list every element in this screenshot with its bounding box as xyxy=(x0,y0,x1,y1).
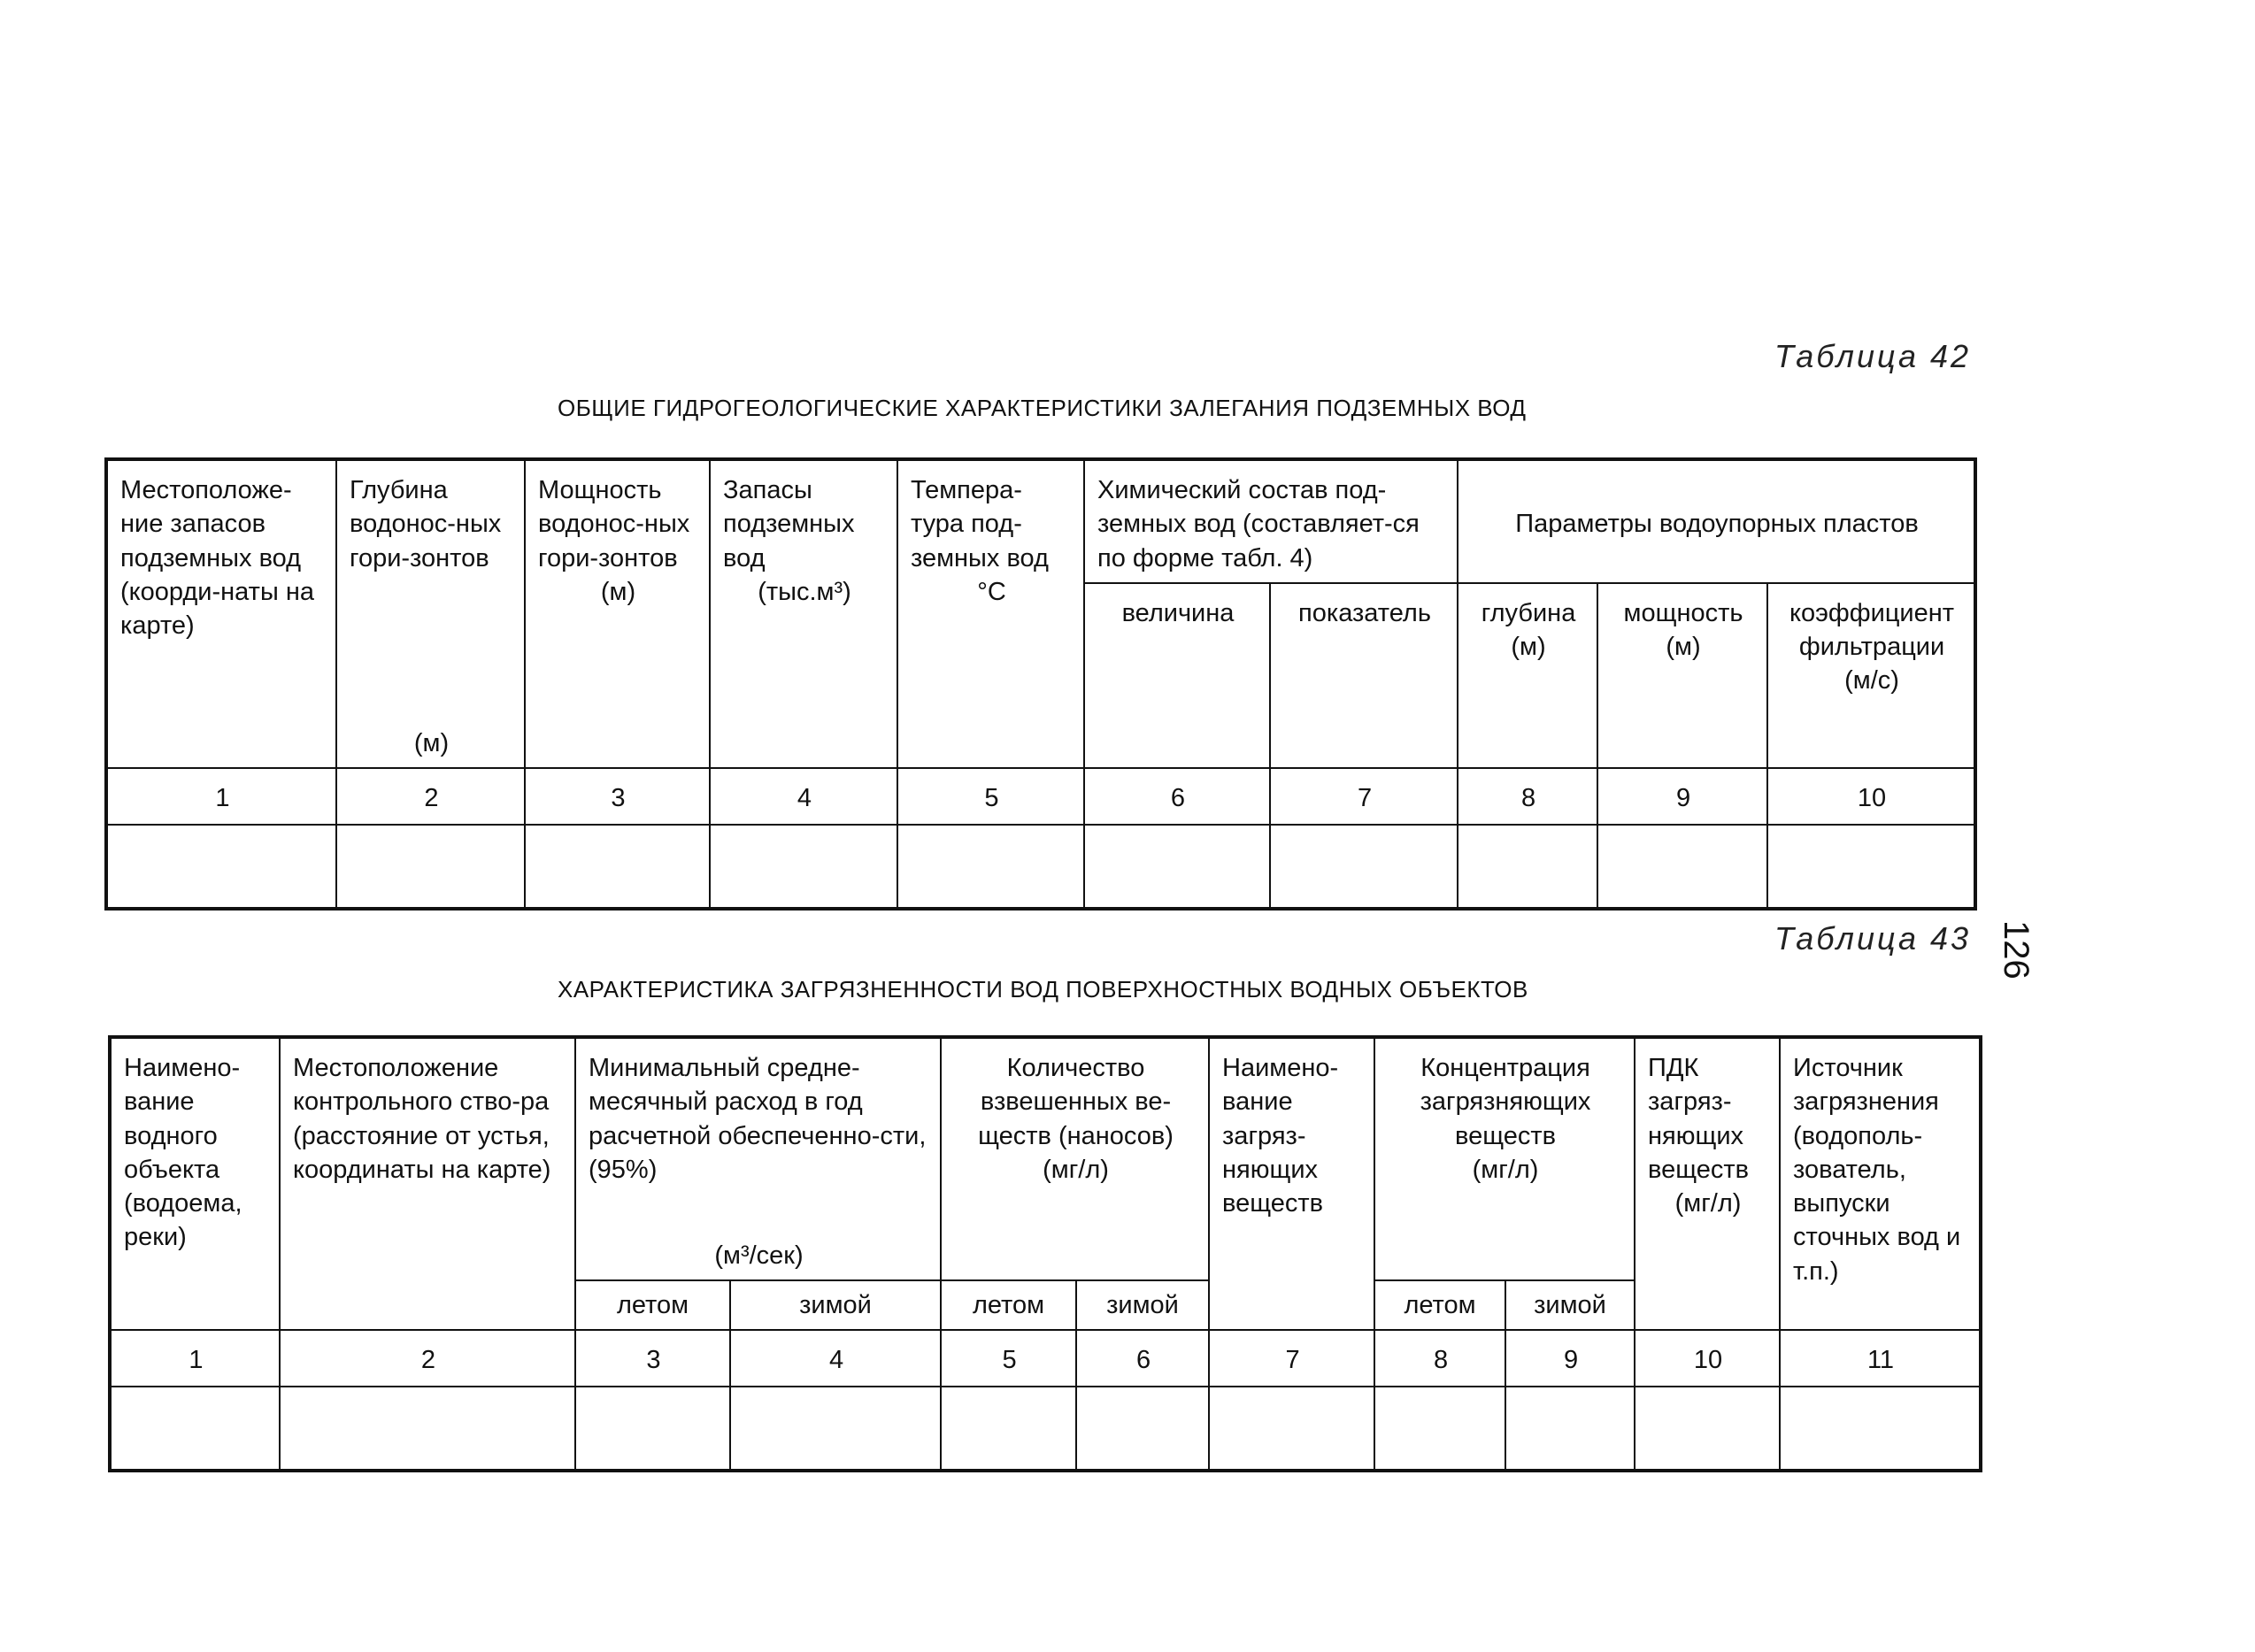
t42-unit-temperature: °С xyxy=(977,577,1006,606)
table-cell xyxy=(897,825,1084,909)
t43-unit-suspended: (мг/л) xyxy=(1043,1155,1109,1184)
t42-unit-reserves: (тыс.м³) xyxy=(758,577,851,606)
t42-header-depth: Глубина водонос-ных гори-зонтов (м) xyxy=(336,459,525,768)
table-cell xyxy=(525,825,710,909)
t42-unit-aq-thickness: (м) xyxy=(1666,633,1701,662)
t43-header-mpc: ПДК загряз-няющих веществ (мг/л) xyxy=(1635,1037,1780,1330)
table-cell xyxy=(1209,1387,1374,1471)
table-cell xyxy=(1597,825,1767,909)
t42-num-4: 4 xyxy=(710,768,897,825)
t43-num-3: 3 xyxy=(575,1330,730,1387)
t43-header-suspended: Количество взвешенных ве-ществ (наносов) (мг/л) xyxy=(941,1037,1209,1280)
t43-num-2: 2 xyxy=(280,1330,575,1387)
t43-num-4: 4 xyxy=(730,1330,941,1387)
t43-header-winter-concentration: зимой xyxy=(1505,1280,1635,1330)
t42-header-filtration: коэффициент фильтрации (м/с) xyxy=(1767,583,1975,768)
table-cell xyxy=(110,1387,280,1471)
table-cell xyxy=(575,1387,730,1471)
table-cell xyxy=(1767,825,1975,909)
t43-num-7: 7 xyxy=(1209,1330,1374,1387)
t43-num-9: 9 xyxy=(1505,1330,1635,1387)
t42-num-10: 10 xyxy=(1767,768,1975,825)
t43-header-pollutants: Наимено-вание загряз-няющих веществ xyxy=(1209,1037,1374,1330)
table42 xyxy=(104,457,1977,911)
t42-num-8: 8 xyxy=(1458,768,1597,825)
t42-unit-depth: (м) xyxy=(413,728,450,757)
table-cell xyxy=(1270,825,1458,909)
table-cell xyxy=(730,1387,941,1471)
table-cell xyxy=(1780,1387,1981,1471)
t42-header-chemistry: Химический состав под-земных вод (составляет-ся по форме табл. 4) xyxy=(1084,459,1458,583)
t42-header-temperature: Темпера-тура под-земных вод °С xyxy=(897,459,1084,768)
table-cell xyxy=(710,825,897,909)
t42-num-1: 1 xyxy=(106,768,336,825)
t43-header-summer-suspended: летом xyxy=(941,1280,1076,1330)
t43-header-location: Местоположение контрольного ство-ра (расстояние от устья, координаты на карте) xyxy=(280,1037,575,1330)
table42-caption: Таблица 42 xyxy=(1774,338,1972,374)
t43-unit-discharge: (м³/сек) xyxy=(714,1241,804,1270)
t43-header-concentration: Концентрация загрязняющих веществ (мг/л) xyxy=(1374,1037,1635,1280)
t42-header-indicator: показатель xyxy=(1270,583,1458,768)
table-cell xyxy=(280,1387,575,1471)
t42-unit-filtration: (м/с) xyxy=(1844,666,1899,695)
t42-header-thickness: Мощность водонос-ных гори-зонтов (м) xyxy=(525,459,710,768)
table-cell xyxy=(106,825,336,909)
t43-header-winter-discharge: зимой xyxy=(730,1280,941,1330)
t42-header-reserves: Запасы подземных вод (тыс.м³) xyxy=(710,459,897,768)
t42-header-aq-thickness: мощность (м) xyxy=(1597,583,1767,768)
t43-data-row xyxy=(110,1387,1981,1471)
t43-header-water-body: Наимено-вание водного объекта (водоема, реки) xyxy=(110,1037,280,1330)
t42-header-aq-depth: глубина (м) xyxy=(1458,583,1597,768)
t42-header-value: величина xyxy=(1084,583,1270,768)
table42-title: ОБЩИЕ ГИДРОГЕОЛОГИЧЕСКИЕ ХАРАКТЕРИСТИКИ ЗАЛЕГАНИЯ ПОДЗЕМНЫХ ВОД xyxy=(558,395,1527,421)
t42-unit-thickness: (м) xyxy=(600,577,636,606)
t43-num-1: 1 xyxy=(110,1330,280,1387)
t42-num-5: 5 xyxy=(897,768,1084,825)
t43-header-summer-discharge: летом xyxy=(575,1280,730,1330)
t42-header-aquitard: Параметры водоупорных пластов xyxy=(1458,459,1975,583)
table43-caption: Таблица 43 xyxy=(1774,920,1972,957)
t43-number-row xyxy=(110,1330,1981,1387)
t43-header-discharge: Минимальный средне-месячный расход в год расчетной обеспеченно-сти, (95%) (м³/сек) xyxy=(575,1037,941,1280)
t42-num-9: 9 xyxy=(1597,768,1767,825)
t43-header-source: Источник загрязнения (водополь-зователь, выпуски сточных вод и т.п.) xyxy=(1780,1037,1981,1330)
table43-title: ХАРАКТЕРИСТИКА ЗАГРЯЗНЕННОСТИ ВОД ПОВЕРХНОСТНЫХ ВОДНЫХ ОБЪЕКТОВ xyxy=(558,976,1528,1003)
page-number: 126 xyxy=(1997,920,2036,980)
table-cell xyxy=(1635,1387,1780,1471)
t43-header-winter-suspended: зимой xyxy=(1076,1280,1209,1330)
t43-num-5: 5 xyxy=(941,1330,1076,1387)
t42-num-2: 2 xyxy=(336,768,525,825)
t42-header-location: Местоположе-ние запасов подземных вод (коорди-наты на карте) xyxy=(106,459,336,768)
t43-num-10: 10 xyxy=(1635,1330,1780,1387)
table43 xyxy=(108,1035,1982,1472)
t43-num-8: 8 xyxy=(1374,1330,1505,1387)
t43-unit-mpc: (мг/л) xyxy=(1674,1189,1742,1218)
table-cell xyxy=(1458,825,1597,909)
table-cell xyxy=(1084,825,1270,909)
t43-num-6: 6 xyxy=(1076,1330,1209,1387)
t43-num-11: 11 xyxy=(1780,1330,1981,1387)
t42-number-row xyxy=(106,768,1975,825)
t43-unit-concentration: (мг/л) xyxy=(1472,1155,1539,1184)
t42-num-3: 3 xyxy=(525,768,710,825)
table-cell xyxy=(336,825,525,909)
t43-header-summer-concentration: летом xyxy=(1374,1280,1505,1330)
table-cell xyxy=(1374,1387,1505,1471)
t42-unit-aq-depth: (м) xyxy=(1511,633,1546,662)
t42-data-row xyxy=(106,825,1975,909)
t42-num-6: 6 xyxy=(1084,768,1270,825)
table-cell xyxy=(1076,1387,1209,1471)
t42-num-7: 7 xyxy=(1270,768,1458,825)
table-cell xyxy=(1505,1387,1635,1471)
table-cell xyxy=(941,1387,1076,1471)
